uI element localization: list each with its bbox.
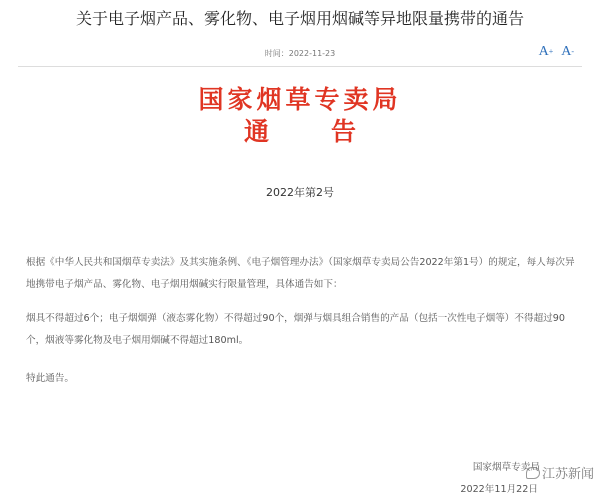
paragraph-closing: 特此通告。 <box>26 373 74 384</box>
news-watermark <box>526 463 594 482</box>
divider <box>18 66 582 67</box>
font-increase-button[interactable]: A+ <box>538 44 554 59</box>
issuer-header: 国家烟草专卖局 <box>198 85 402 114</box>
signature-issuer: 国家烟草专卖局 <box>472 462 540 473</box>
page-title: 关于电子烟产品、雾化物、电子烟用烟碱等异地限量携带的通告 <box>75 9 524 28</box>
signature-date: 2022年11月22日 <box>460 484 538 495</box>
notice-title <box>0 112 600 148</box>
font-decrease-button[interactable]: A- <box>561 44 574 59</box>
document-number: 2022年第2号 <box>266 186 334 199</box>
chat-bubble-icon <box>526 467 540 479</box>
paragraph-legal-basis: 根据《中华人民共和国烟草专卖法》及其实施条例、《电子烟管理办法》（国家烟草专卖局公告2022年第1号）的规定，每人每次异地携带电子烟产品、雾化物、电子烟用烟碱实行限量管理，具体通告如下： <box>26 257 575 290</box>
font-size-controls <box>539 44 574 60</box>
paragraph-limits: 烟具不得超过6个；电子烟烟弹（液态雾化物）不得超过90个，烟弹与烟具组合销售的产品（包括一次性电子烟等）不得超过90个，烟液等雾化物及电子烟用烟碱不得超过180ml。 <box>26 313 565 346</box>
watermark-text: 江苏新闻 <box>541 467 594 482</box>
publish-time: 时间：2022-11-23 <box>264 49 336 58</box>
notice-title-right: 告 <box>331 117 357 146</box>
notice-title-left: 通 <box>243 117 269 146</box>
meta-row <box>0 44 600 60</box>
